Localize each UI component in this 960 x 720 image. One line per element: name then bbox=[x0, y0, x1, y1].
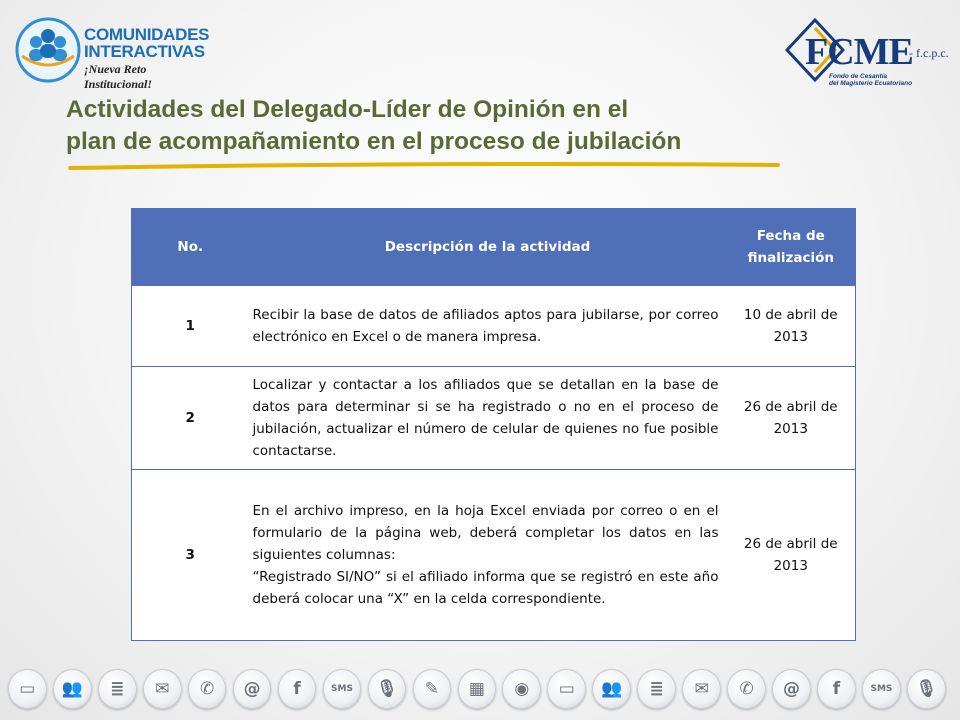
title-line-1: Actividades del Delegado-Líder de Opinión en el bbox=[66, 96, 629, 123]
fcme-subtitle: Fondo de Cesantía del Magisterio Ecuatoriano bbox=[829, 73, 913, 87]
title-line-2: plan de acompañamiento en el proceso de jubilación bbox=[66, 128, 682, 155]
comunidades-interactivas-logo bbox=[14, 14, 214, 91]
logo-tagline: ¡Nueva Reto Institucional! bbox=[84, 62, 153, 91]
table-row bbox=[132, 286, 856, 367]
sms-icon[interactable]: SMS bbox=[323, 669, 362, 709]
phone-icon[interactable]: ✆ bbox=[188, 669, 227, 709]
title-underline bbox=[68, 160, 780, 172]
header-date: Fecha de finalización bbox=[727, 209, 856, 286]
header-description: Descripción de la actividad bbox=[249, 209, 727, 286]
header-no: No. bbox=[132, 209, 249, 286]
row-description-part1: En el archivo impreso, en la hoja Excel enviada por correo o en el formulario de la página web, deberá completar los datos en las siguientes columnas: bbox=[252, 503, 719, 563]
microphone-icon[interactable]: 🎙 bbox=[907, 669, 946, 709]
row-date: 26 de abril de 2013 bbox=[727, 367, 856, 470]
phone-icon[interactable]: ✆ bbox=[727, 669, 766, 709]
microphone-icon[interactable]: 🎙 bbox=[368, 669, 407, 709]
row-description bbox=[249, 470, 727, 641]
at-icon[interactable]: @ bbox=[233, 669, 272, 709]
fcme-suffix: - f.c.p.c. bbox=[909, 46, 949, 60]
activities-table bbox=[131, 208, 855, 641]
sms-icon[interactable]: SMS bbox=[862, 669, 901, 709]
facebook-icon[interactable]: f bbox=[817, 669, 856, 709]
mail-icon[interactable]: ✉ bbox=[143, 669, 182, 709]
broadcast-icon[interactable]: ◉ bbox=[502, 669, 541, 709]
globe-people-icon bbox=[14, 16, 82, 84]
document-icon[interactable]: ≣ bbox=[98, 669, 137, 709]
people-icon[interactable]: 👥 bbox=[592, 669, 631, 709]
edit-icon[interactable]: ✎ bbox=[413, 669, 452, 709]
film-icon[interactable]: ▦ bbox=[458, 669, 497, 709]
people-icon[interactable]: 👥 bbox=[53, 669, 92, 709]
logo-line1: COMUNIDADES bbox=[84, 25, 210, 44]
row-description: Localizar y contactar a los afiliados que se detallan en la base de datos para determinar si se ha registrado o no en el proceso de jubilación, actualizar el número de celular de quienes no fue posible contactarse. bbox=[249, 367, 727, 470]
document-icon[interactable]: ≣ bbox=[637, 669, 676, 709]
fcme-logo bbox=[785, 18, 950, 88]
footer-icon-bar bbox=[8, 669, 952, 713]
page-title bbox=[66, 94, 826, 158]
table-header-row bbox=[132, 209, 856, 286]
table-row bbox=[132, 470, 856, 641]
row-description-part2: “Registrado SI/NO” si el afiliado informa que se registró en este año deberá colocar una “X” en la celda correspondiente. bbox=[252, 569, 719, 607]
row-number: 2 bbox=[132, 367, 249, 470]
row-number: 3 bbox=[132, 470, 249, 641]
laptop-icon[interactable]: ▭ bbox=[547, 669, 586, 709]
at-icon[interactable]: @ bbox=[772, 669, 811, 709]
fcme-brand: FCME bbox=[805, 31, 913, 73]
row-date: 26 de abril de 2013 bbox=[727, 470, 856, 641]
laptop-icon[interactable]: ▭ bbox=[8, 669, 47, 709]
row-date: 10 de abril de 2013 bbox=[727, 286, 856, 367]
table-row bbox=[132, 367, 856, 470]
row-description: Recibir la base de datos de afiliados aptos para jubilarse, por correo electrónico en Excel o de manera impresa. bbox=[249, 286, 727, 367]
row-number: 1 bbox=[132, 286, 249, 367]
facebook-icon[interactable]: f bbox=[278, 669, 317, 709]
mail-icon[interactable]: ✉ bbox=[682, 669, 721, 709]
logo-line2: INTERACTIVAS bbox=[84, 42, 205, 61]
